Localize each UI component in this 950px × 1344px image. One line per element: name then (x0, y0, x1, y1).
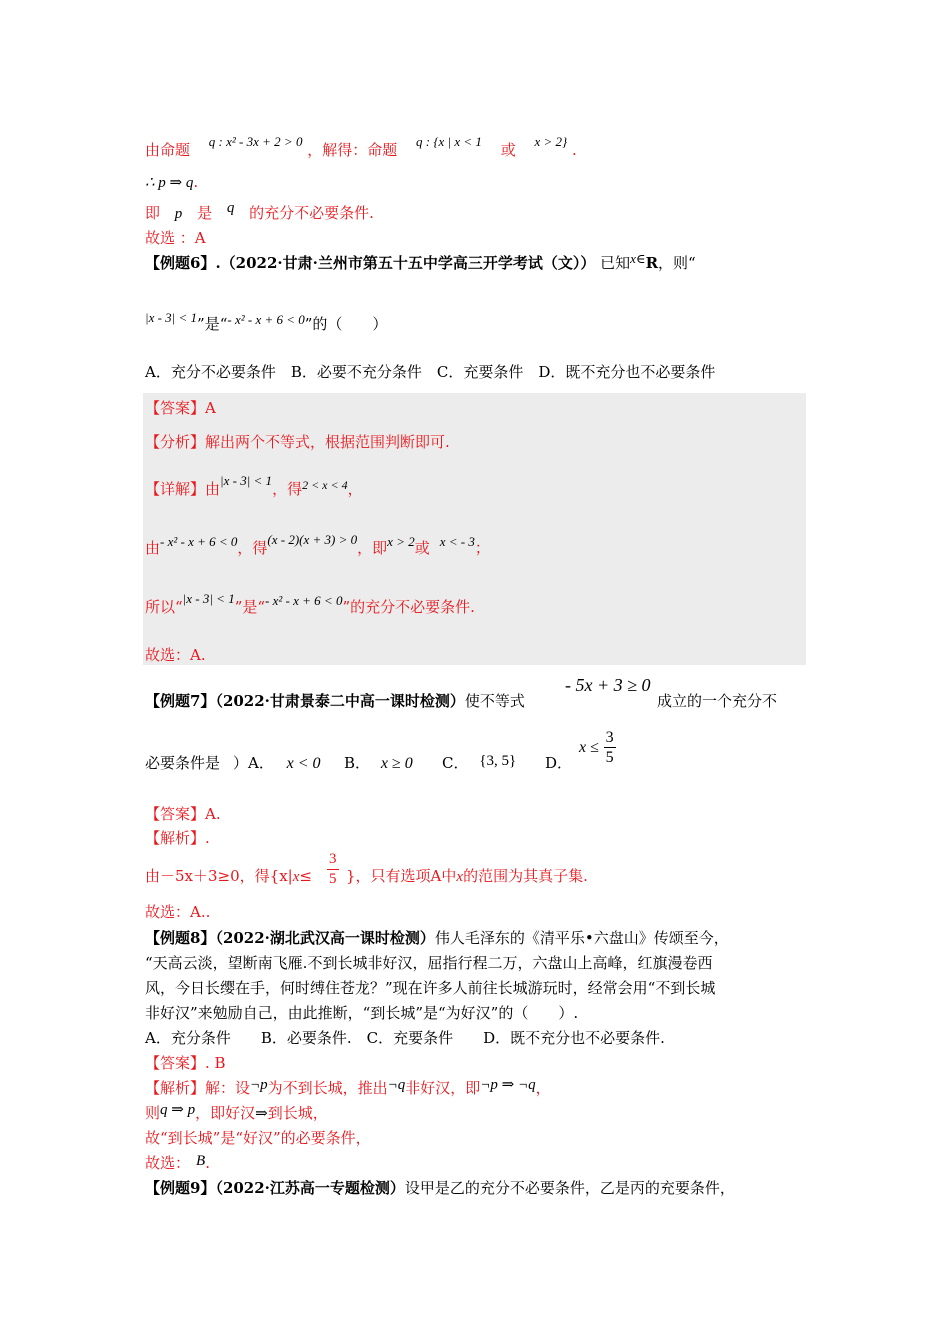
solution-line (145, 134, 577, 161)
example-6-question (145, 310, 388, 335)
text: ，即 (357, 539, 388, 557)
math-expression: x ≤ (579, 739, 599, 756)
answer-tag: 【答案】 (145, 805, 206, 823)
example-tag: 【例题6】 (145, 254, 216, 272)
text: B． (344, 754, 371, 772)
text: 由 (145, 539, 161, 557)
example-7-title (145, 691, 525, 711)
solution-line (145, 200, 374, 224)
math-expression: q : x² - 3x + 2 > 0 (208, 134, 303, 149)
text: 解：设 (205, 1079, 251, 1097)
text: 设甲是乙的充分不必要条件，乙是丙的充要条件， (404, 1179, 735, 1197)
text: . (205, 829, 210, 847)
text: ，得 (272, 480, 303, 498)
analysis-line: 故“到长城”是“好汉”的必要条件， (145, 1129, 371, 1147)
text: 为不到长城，推出 (267, 1079, 388, 1097)
analysis-tag: 【解析】 (145, 1079, 206, 1097)
answer-line (145, 398, 216, 418)
math-expression: x (292, 869, 300, 885)
text: ，则“ (658, 254, 696, 272)
text: 伟人毛泽东的《清平乐•六盘山》传颂至今， (434, 929, 729, 947)
example-6-options: A．充分不必要条件 B．必要不充分条件 C．充要条件 D．既不充分也不必要条件 (145, 363, 716, 381)
arrow-icon: ⇒ (255, 1104, 268, 1122)
detail-line (346, 866, 588, 887)
analysis-line (145, 1078, 551, 1099)
example-source: （2022·江苏高一专题检测） (215, 1179, 405, 1197)
answer-value: A (205, 399, 216, 417)
math-expression: ¬p ⇒ ¬q (480, 1077, 536, 1093)
math-expression: x > 2} (534, 134, 568, 149)
text: 所以“ (145, 598, 183, 616)
answer-line (145, 1153, 210, 1174)
detail-line (145, 473, 363, 500)
text: 的充分不必要条件. (249, 204, 374, 222)
analysis-text: 解出两个不等式，根据范围判断即可. (205, 433, 450, 451)
math-expression: B (196, 1153, 206, 1169)
text: 则 (145, 1104, 161, 1122)
detail-line (145, 591, 475, 618)
detail-line (145, 532, 490, 559)
detail-line (145, 866, 312, 887)
text: ”是“ (234, 598, 266, 616)
text: 成立的一个充分不 (657, 692, 778, 710)
text: 即 (145, 204, 161, 222)
example-7-option-a (233, 753, 321, 774)
example-source: （2022·湖北武汉高一课时检测） (215, 929, 435, 947)
answer-line (145, 804, 221, 824)
example-8-title (145, 928, 729, 948)
analysis-line (145, 828, 210, 848)
text: . (205, 1154, 210, 1172)
analysis-line (145, 1103, 328, 1124)
example-source: （2022·甘肃景泰二中高一课时检测） (215, 692, 465, 710)
math-expression: x∈ (630, 251, 646, 266)
answer-value: . B (205, 1054, 226, 1072)
example-8-options: A．充分条件 B．必要条件. C．充要条件 D．既不充分也不必要条件. (145, 1029, 665, 1047)
math-expression: x > 2 (387, 534, 415, 549)
fraction-denominator: 5 (605, 749, 614, 766)
math-expression: |x - 3| < 1 (145, 310, 198, 325)
text: C． (442, 754, 469, 772)
math-expression: q ⇒ p (160, 1102, 196, 1118)
math-expression: x ≥ 0 (380, 755, 413, 772)
math-expression: ¬q (387, 1077, 406, 1093)
math-expression: - x² - x + 6 < 0 (160, 534, 238, 549)
math-expression: - 5x + 3 ≥ 0 (565, 675, 651, 695)
example-source: .（2022·甘肃·兰州市第五十五中学高三开学考试（文）） (215, 254, 596, 272)
example-tag: 【例题8】 (145, 929, 216, 947)
fraction (327, 850, 339, 889)
math-expression: - x² - x + 6 < 0 (227, 312, 305, 327)
text: ）A． (233, 754, 274, 772)
text: 非好汉，即 (405, 1079, 481, 1097)
fraction-numerator: 3 (327, 850, 339, 870)
math-expression: x < - 3 (439, 534, 475, 549)
text: 或 (500, 141, 516, 159)
answer-tag: 【答案】 (145, 1054, 206, 1072)
text: . (572, 141, 577, 159)
text: 故选： (145, 1154, 191, 1172)
example-6-title (145, 253, 696, 274)
math-expression: R (645, 254, 659, 272)
answer-line: 故选：A.. (145, 903, 211, 921)
text: ≤ (299, 867, 312, 885)
example-8-text: “天高云淡，望断南飞雁.不到长城非好汉，屈指行程二万，六盘山上高峰，红旗漫卷西 (145, 954, 713, 972)
example-7-option-b (344, 753, 413, 774)
text: ，得 (237, 539, 268, 557)
text: ”是“ (197, 315, 228, 333)
math-expression: q : {x | x < 1 (416, 134, 482, 149)
answer-line (145, 1053, 226, 1073)
text: 是 (197, 204, 213, 222)
text: 由命题 (145, 141, 191, 159)
example-7-option-d (545, 753, 572, 773)
answer-line: 故选：A. (145, 646, 206, 664)
detail-tag: 【详解】 (145, 480, 206, 498)
fraction-numerator: 3 (605, 729, 614, 746)
text: 的范围为其真子集. (463, 867, 588, 885)
text: ”的充分不必要条件. (342, 598, 475, 616)
text: 到长城， (267, 1104, 328, 1122)
example-tag: 【例题9】 (145, 1179, 216, 1197)
example-tag: 【例题7】 (145, 692, 216, 710)
analysis-tag: 【分析】 (145, 433, 206, 451)
math-expression: x < 0 (286, 755, 321, 772)
fraction-denominator: 5 (329, 871, 337, 887)
math-expression: (x - 2)(x + 3) > 0 (267, 532, 358, 547)
math-expression: |x - 3| < 1 (220, 473, 273, 488)
fraction (604, 728, 616, 767)
text: 必要条件是 (145, 754, 221, 772)
answer-line: 故选 ：A (145, 229, 206, 247)
text: 已知 (600, 254, 631, 272)
text: 或 (414, 539, 430, 557)
text: ”的（ ） (304, 315, 388, 333)
text: ， (535, 1079, 551, 1097)
math-expression: 2 < x < 4 (302, 478, 348, 492)
math-expression: ¬p (250, 1077, 268, 1093)
example-7-options (145, 753, 220, 773)
example-9-title (145, 1178, 735, 1198)
example-7-inequality (565, 675, 651, 696)
math-expression: p (174, 206, 183, 222)
solution-line (145, 172, 198, 193)
text: 由 (205, 480, 221, 498)
math-expression: x (456, 869, 464, 885)
analysis-line (145, 432, 450, 452)
example-7-option-d-math (579, 728, 616, 767)
text: ； (474, 539, 490, 557)
text: ，即好汉 (195, 1104, 256, 1122)
answer-value: A. (205, 805, 221, 823)
text: D． (545, 754, 573, 772)
text: ，解得：命题 (307, 141, 398, 159)
example-8-text: 非好汉”来勉励自己，由此推断，“到长城”是“为好汉”的（ ）. (145, 1004, 579, 1022)
text: 使不等式 (464, 692, 525, 710)
answer-tag: 【答案】 (145, 399, 206, 417)
text: ， (347, 480, 363, 498)
math-expression: q (226, 200, 235, 216)
text: }，只有选项A中 (346, 867, 457, 885)
example-7-option-c (442, 753, 516, 774)
math-expression: ∴ p ⇒ q (145, 175, 194, 191)
text: 由－5x＋3≥0，得{x| (145, 867, 293, 885)
math-expression: {3, 5} (479, 753, 517, 769)
math-expression: - x² - x + 6 < 0 (265, 593, 343, 608)
math-expression: |x - 3| < 1 (182, 591, 235, 606)
text: . (193, 173, 199, 191)
example-8-text: 风，今日长缨在手，何时缚住苍龙？”现在许多人前往长城游玩时，经常会用“不到长城 (145, 979, 716, 997)
analysis-tag: 【解析】 (145, 829, 206, 847)
